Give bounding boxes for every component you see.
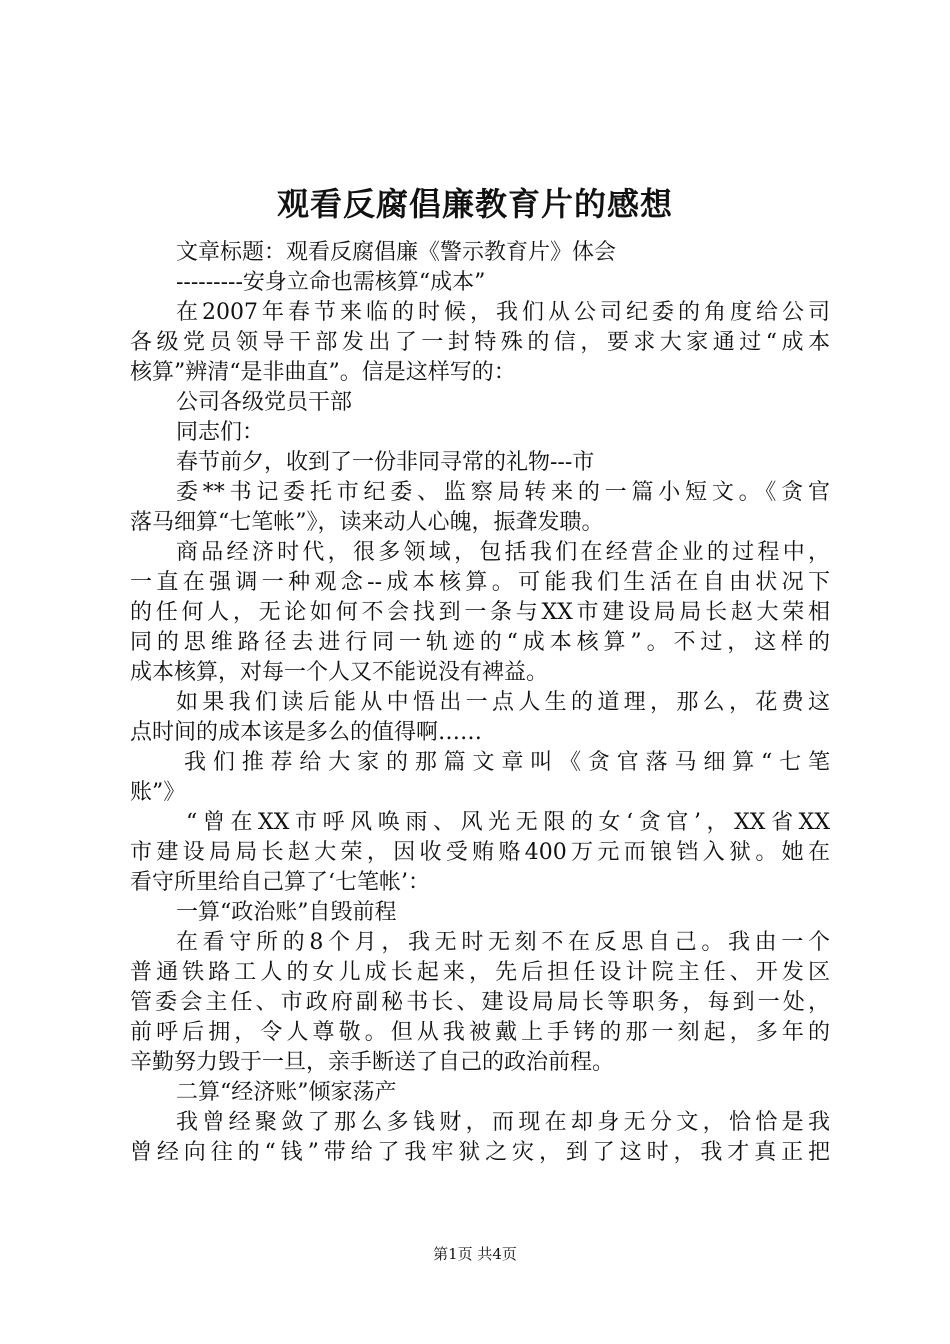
text-line: “曾在XX市呼风唤雨、风光无限的女‘贪官’，XX省XX — [186, 810, 830, 835]
document-title: 观看反腐倡廉教育片的感想 — [276, 185, 673, 223]
text-line: 春节前夕，收到了一份非同寻常的礼物---市 — [176, 450, 595, 475]
text-line: 同的思维路径去进行同一轨迹的“成本核算”。不过，这样的 — [130, 630, 830, 655]
text-line: 同志们： — [176, 420, 265, 445]
document-body — [130, 238, 830, 1168]
text-line: 辛勤努力毁于一旦，亲手断送了自己的政治前程。 — [130, 1050, 615, 1075]
text-line: 成本核算，对每一个人又不能说没有裨益。 — [130, 660, 549, 685]
text-line: 市建设局局长赵大荣，因收受贿赂400万元而锒铛入狱。她在 — [130, 840, 830, 865]
text-line: 看守所里给自己算了‘七笔帐’： — [130, 870, 430, 895]
text-line: 文章标题：观看反腐倡廉《警示教育片》体会 — [176, 240, 617, 265]
text-line: ---------安身立命也需核算“成本” — [176, 270, 486, 295]
text-line: 一算“政治账”自毁前程 — [176, 900, 397, 925]
text-line: 一直在强调一种观念--成本核算。可能我们生活在自由状况下 — [130, 570, 830, 595]
text-line: 落马细算“七笔帐”》，读来动人心魄，振聋发聩。 — [130, 510, 604, 535]
text-line: 公司各级党员干部 — [176, 390, 353, 415]
text-line: 管委会主任、市政府副秘书长、建设局局长等职务，每到一处， — [130, 990, 830, 1015]
text-line: 的任何人，无论如何不会找到一条与XX市建设局局长赵大荣相 — [130, 600, 830, 625]
text-line: 各级党员领导干部发出了一封特殊的信，要求大家通过“成本 — [130, 330, 830, 355]
text-line: 普通铁路工人的女儿成长起来，先后担任设计院主任、开发区 — [130, 960, 830, 985]
text-line: 我曾经聚敛了那么多钱财，而现在却身无分文，恰恰是我 — [176, 1110, 830, 1135]
text-line: 在2007年春节来临的时候，我们从公司纪委的角度给公司 — [176, 300, 830, 325]
text-line: 委**书记委托市纪委、监察局转来的一篇小短文。《贪官 — [176, 480, 830, 505]
text-line: 账”》 — [130, 780, 186, 805]
text-line: 核算”辨清“是非曲直”。信是这样写的： — [130, 360, 516, 385]
text-line: 点时间的成本该是多么的值得啊…… — [130, 720, 483, 745]
text-line: 曾经向往的“钱”带给了我牢狱之灾，到了这时，我才真正把 — [130, 1140, 830, 1165]
text-line: 商品经济时代，很多领域，包括我们在经营企业的过程中， — [176, 540, 830, 565]
text-line: 我们推荐给大家的那篇文章叫《贪官落马细算“七笔 — [184, 750, 830, 775]
text-line: 前呼后拥，令人尊敬。但从我被戴上手铐的那一刻起，多年的 — [130, 1020, 830, 1045]
text-line: 二算“经济账”倾家荡产 — [176, 1080, 397, 1105]
page-footer: 第1页 共4页 — [433, 1245, 517, 1263]
text-line: 如果我们读后能从中悟出一点人生的道理，那么，花费这 — [176, 690, 830, 715]
text-line: 在看守所的8个月，我无时无刻不在反思自己。我由一个 — [176, 930, 830, 955]
